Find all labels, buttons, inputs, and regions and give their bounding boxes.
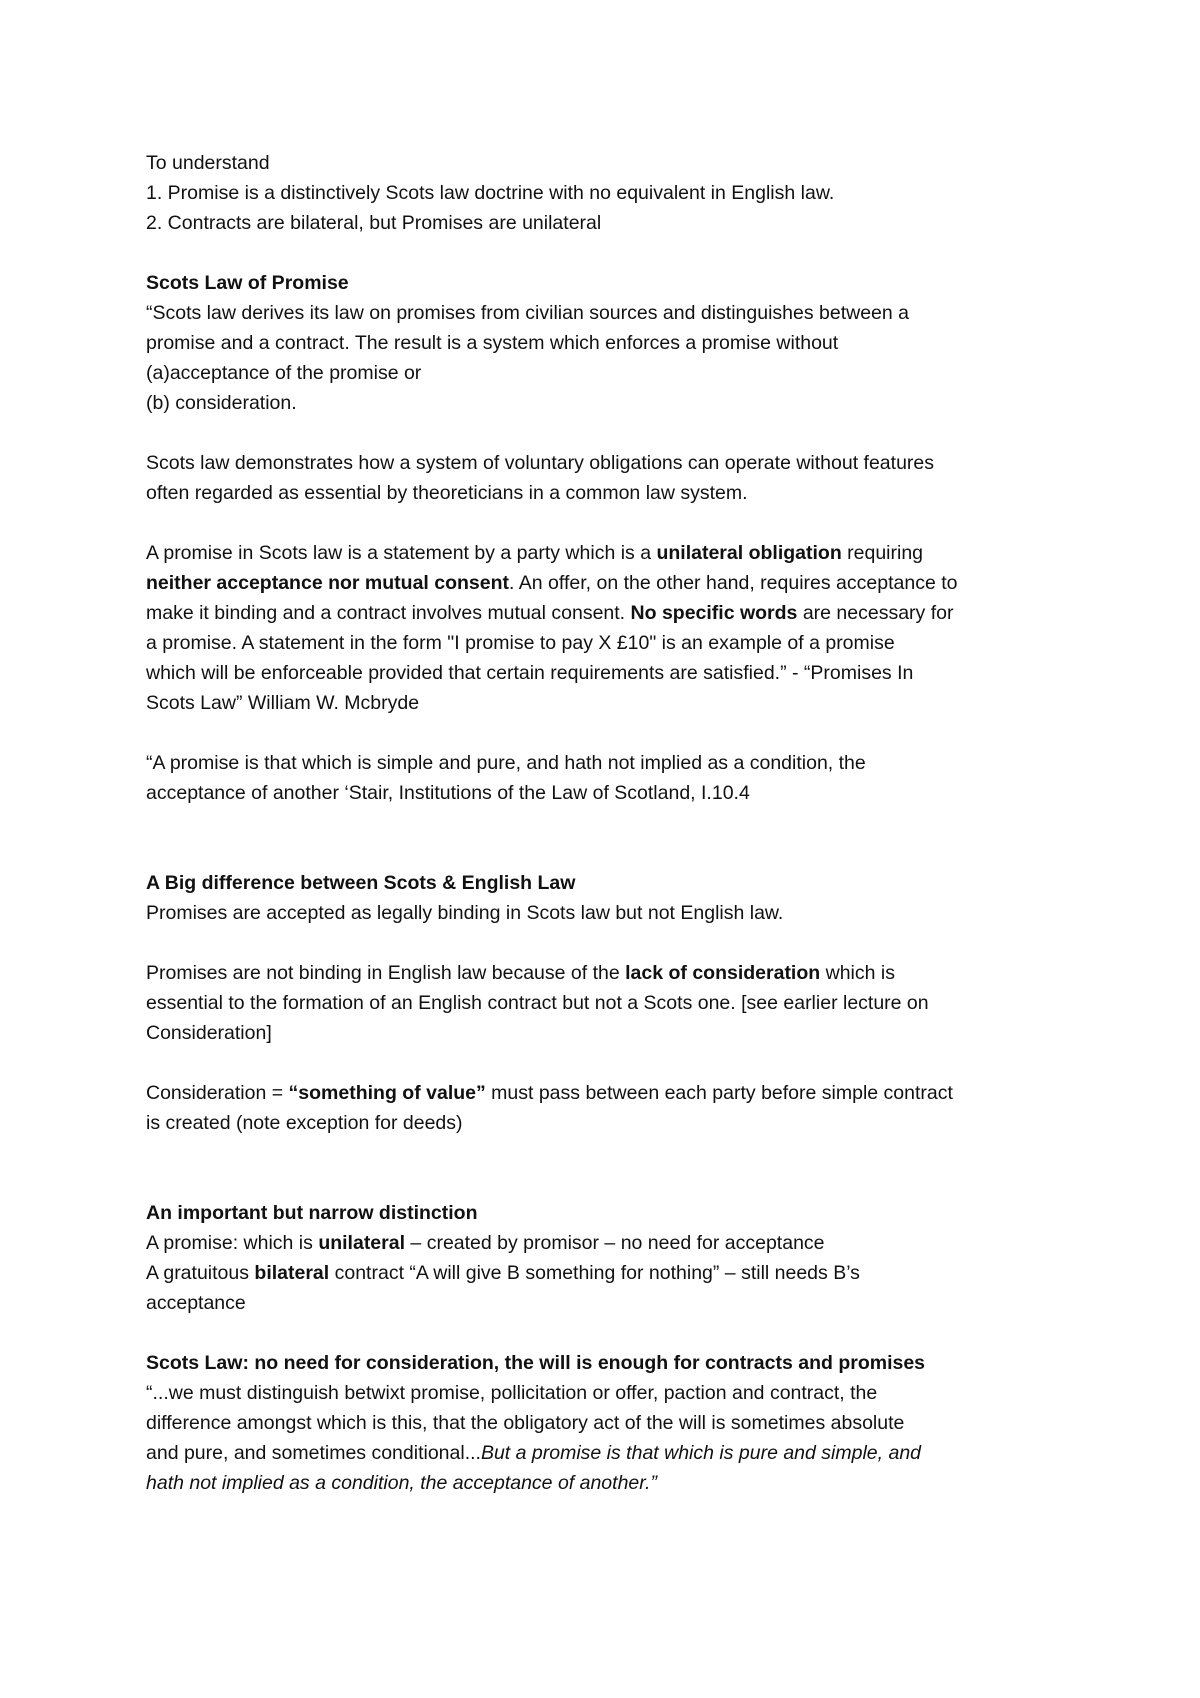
paragraph-line: a promise. A statement in the form "I promise to pay X £10" is an example of a promise bbox=[146, 632, 895, 654]
quote-line: “Scots law derives its law on promises from civilian sources and distinguishes between a bbox=[146, 302, 910, 324]
emphasis-no-specific-words: No specific words bbox=[630, 602, 798, 624]
spacer bbox=[146, 1318, 1086, 1348]
stair-quote-line: “A promise is that which is simple and pure, and hath not implied as a condition, the bbox=[146, 752, 866, 774]
text-run: Promises are not binding in English law because of the bbox=[146, 962, 626, 984]
quote-line bbox=[146, 1468, 1086, 1498]
intro-point-1: 1. Promise is a distinctively Scots law doctrine with no equivalent in English law. bbox=[146, 182, 835, 204]
paragraph-line: Scots law demonstrates how a system of voluntary obligations can operate without features bbox=[146, 452, 934, 474]
text-run: which is bbox=[820, 962, 895, 984]
text-run: and pure, and sometimes conditional... bbox=[146, 1442, 481, 1464]
section-heading-narrow-distinction: An important but narrow distinction bbox=[146, 1202, 478, 1224]
paragraph-line: often regarded as essential by theoreticians in a common law system. bbox=[146, 482, 748, 504]
spacer bbox=[146, 238, 1086, 268]
text-run: contract “A will give B something for nothing” – still needs B’s bbox=[329, 1262, 860, 1284]
spacer bbox=[146, 718, 1086, 748]
emphasis-lack-of-consideration: lack of consideration bbox=[625, 962, 821, 984]
intro-point-2: 2. Contracts are bilateral, but Promises are unilateral bbox=[146, 212, 602, 234]
quote-line bbox=[146, 1438, 1086, 1468]
emphasis-unilateral-obligation: unilateral obligation bbox=[656, 542, 842, 564]
text-run: must pass between each party before simple contract bbox=[485, 1082, 953, 1104]
quote-line: “...we must distinguish betwixt promise, pollicitation or offer, paction and contract, the bbox=[146, 1382, 878, 1404]
text-run: A promise: which is bbox=[146, 1232, 319, 1254]
section-heading-big-difference: A Big difference between Scots & English Law bbox=[146, 872, 576, 894]
paragraph-line: Promises are accepted as legally binding in Scots law but not English law. bbox=[146, 902, 784, 924]
italic-quote: hath not implied as a condition, the acceptance of another.” bbox=[146, 1472, 657, 1494]
spacer bbox=[146, 508, 1086, 538]
quote-line: (b) consideration. bbox=[146, 392, 297, 414]
quote-line: promise and a contract. The result is a system which enforces a promise without bbox=[146, 332, 839, 354]
spacer bbox=[146, 838, 1086, 868]
text-run: A promise in Scots law is a statement by a party which is a bbox=[146, 542, 657, 564]
paragraph-line bbox=[146, 958, 1086, 988]
paragraph-line: Consideration] bbox=[146, 1022, 272, 1044]
intro-heading: To understand bbox=[146, 152, 270, 174]
section-heading-scots-law-of-promise: Scots Law of Promise bbox=[146, 272, 349, 294]
paragraph-line bbox=[146, 1258, 1086, 1288]
paragraph-line: essential to the formation of an English contract but not a Scots one. [see earlier lecture on bbox=[146, 992, 929, 1014]
paragraph-line bbox=[146, 598, 1086, 628]
text-run: . An offer, on the other hand, requires acceptance to bbox=[509, 572, 958, 594]
text-run: A gratuitous bbox=[146, 1262, 255, 1284]
paragraph-line bbox=[146, 568, 1086, 598]
paragraph-line: acceptance bbox=[146, 1292, 246, 1314]
stair-quote-line: acceptance of another ‘Stair, Institutions of the Law of Scotland, I.10.4 bbox=[146, 782, 750, 804]
emphasis-bilateral: bilateral bbox=[254, 1262, 330, 1284]
paragraph-line: is created (note exception for deeds) bbox=[146, 1112, 463, 1134]
document-page bbox=[146, 148, 1086, 1498]
emphasis-something-of-value: “something of value” bbox=[288, 1082, 486, 1104]
spacer bbox=[146, 1048, 1086, 1078]
italic-quote: But a promise is that which is pure and simple, and bbox=[480, 1442, 922, 1464]
spacer bbox=[146, 808, 1086, 838]
spacer bbox=[146, 928, 1086, 958]
text-run: are necessary for bbox=[797, 602, 954, 624]
emphasis-unilateral: unilateral bbox=[318, 1232, 406, 1254]
spacer bbox=[146, 418, 1086, 448]
paragraph-line: Scots Law” William W. Mcbryde bbox=[146, 692, 420, 714]
text-run: make it binding and a contract involves mutual consent. bbox=[146, 602, 631, 624]
quote-line: (a)acceptance of the promise or bbox=[146, 362, 422, 384]
section-heading-no-consideration: Scots Law: no need for consideration, the will is enough for contracts and promises bbox=[146, 1352, 926, 1374]
text-run: requiring bbox=[841, 542, 924, 564]
text-run: Consideration = bbox=[146, 1082, 289, 1104]
text-run: – created by promisor – no need for acceptance bbox=[405, 1232, 825, 1254]
quote-line: difference amongst which is this, that the obligatory act of the will is sometimes absolute bbox=[146, 1412, 905, 1434]
paragraph-line: which will be enforceable provided that certain requirements are satisfied.” - “Promises In bbox=[146, 662, 914, 684]
paragraph-line bbox=[146, 1078, 1086, 1108]
emphasis-neither-acceptance: neither acceptance nor mutual consent bbox=[146, 572, 510, 594]
spacer bbox=[146, 1168, 1086, 1198]
paragraph-line bbox=[146, 1228, 1086, 1258]
paragraph-line bbox=[146, 538, 1086, 568]
spacer bbox=[146, 1138, 1086, 1168]
